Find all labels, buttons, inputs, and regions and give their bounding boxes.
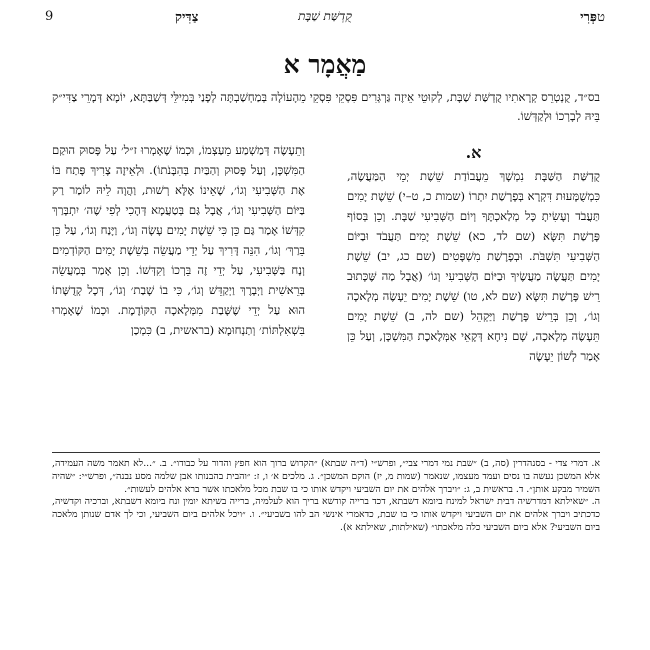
chapter-title: מַאֲמָר א	[283, 50, 367, 79]
section-heading: א.	[465, 143, 482, 162]
left-column	[52, 140, 305, 340]
footnote-divider	[52, 452, 600, 453]
running-title-right: פְּרִי	[580, 10, 597, 25]
footnote-block: א. דמרי צדי - בסנהדרין (סה, ב) ״שבת נמי דמרי צבי״, ופרש״י (ד״ה שבתא) ״הקדוש ברוך הוא חפץ והדור על כבודו״. ב. ״...לא תאמר משה העמידה, אלא המשכן נעשה בו נסים ועמד מעצמו, שנאמר (שמות מ, יז) הוקם המשכן״. ג. מלכים א׳ ו, ז: ״והבית בהבנותו אבן שלמה מסע נבנה״, ופרש״י: ״שהיה השמיר מבקע אותן״. ד. בראשית ב, ג: ״ויברך אלהים את יום השביעי ויקדש אותו כי בו שבת מכל מלאכתו אשר ברא אלהים לעשות״.	[52, 458, 600, 495]
right-column	[347, 140, 600, 366]
page-letter: ט	[597, 10, 605, 25]
footnote-block: ה. ״שאילתא דמדרשיה דבית ישראל למינח ביומא דשבתא, דכד ברייה קודשא בריך הוא לעלמיה, ברייה בשיתא יומין ונח ביומא דשבתא, וברכיה וקדשיה, כדכתיב ויברך אלהים את יום השביעי ויקדש אותו כי בו שבת, כדאמרי אינשי הב להו בשביעי״. ו. ״ויכל אלהים ביום השביעי, וכי לך אדם שנותן מלאכה ביום השביעי? אלא ביום השביעי כלה מלאכתו״ (שאילתות, שאילתא א).	[52, 496, 600, 533]
intro-paragraph: בס״ד, קֻנְטְרֵס קְרָאתִיו קֻדְשַּׁת שַׁבָּת, לְקוּטֵי אֵיזֶה גַּרְגְּרִים פִּסְקֵי פִּסְקֵי מֵהָעוֹלָה בְּמַחְשַׁבְתָּה לְפָנַי בְּמִילֵּי דְּשַׁבַּתָּא, יוֹמָא דְּמָרֵי צַדִּי״ק בֵּיהּ לְבָרְכוֹ וּלְקַדְּשׁוֹ.	[52, 90, 600, 123]
footnotes	[52, 458, 600, 535]
running-title-left: צַדִּיק	[175, 10, 199, 25]
running-title-center: קֻדְשַּׁת שַׁבָּת	[298, 9, 352, 23]
left-column-text: וְתֵעָשֶׂה דְּמַשְׁמַע מֵעַצְמוֹ, וּכְמוֹ שֶׁאָמְרוּ ז״ל׳ עַל פָּסוּק הוּקַם הַמִּשְׁכָּן, וְעַל פָּסוּק וְהַבַּיִת בְּהִבָּנֹתוֹ). וּלְאֵיזֶה צָרִיךְ פָּתַח בּוֹ אֶת הַשְּׁבִיעִי וְגוֹ׳, שֶׁאֵינוֹ אֶלָּא רְשׁוּת, וַהֲוָה לֵיהּ לוֹמַר רַק בַּיּוֹם הַשְּׁבִיעִי וְגוֹ׳, אֲבָל גַּם בְּטַעֲמָא דְּהָכִי לְפִי שֶׁה׳ יִתְבָּרַךְ קִדְּשׁוֹ אָמַר גַּם כֵּן כִּי שֵׁשֶׁת יָמִים עָשָׂה וְגוֹ׳, וַיָּנַח וְגוֹ׳, עַל כֵּן בֵּרַךְ׳ וְגוֹ׳, הִנֵּה דָּרִיךְ עַל יְדֵי מַעֲשֵׂה בְּשֵׁשֶׁת יָמִים הַקּוֹדְמִים וְנָח בַּשְּׁבִיעִי, עַל יְדֵי זֶה בֵּרְכוֹ וְקִדְּשׁוֹ. וְכֵן אָמַר בְּמַעֲשֵׂה בְּרֵאשִׁית וַיְבָרֶךְ וַיְקַדֵּשׁ וְגוֹ׳, כִּי בוֹ שָׁבַת׳ וְגוֹ׳, דְּכָל קְדֻשָּׁתוֹ הוּא עַל יְדֵי שֶׁשָּׁבַת מִמְּלָאכָה הַקּוֹדֶמֶת. וּכְמוֹ שֶׁאָמְרוּ בִּשְׁאִלְתּוֹת׳ וְתַנְחוּמָא (בראשית, ב) כִּמְכַן	[52, 143, 305, 337]
page-number: 9	[45, 9, 54, 24]
right-column-text: קֻדְשַּׁת הַשַּׁבָּת נִמְשָׁךְ מֵעֲבוֹדַת שֵׁשֶׁת יְמֵי הַמַּעֲשֶׂה, כִּמְשֻׁמָּעוּת דִּקְרָא בְּפָרָשַׁת יִתְרוֹ (שמות כ, ט–י) שֵׁשֶׁת יָמִים תַּעֲבֹד וְעָשִׂיתָ כָּל מְלַאכְתֶּךָ וְיוֹם הַשְּׁבִיעִי שַׁבָּת. וְכֵן בְּסוֹף פָּרָשַׁת תִּשָּׂא (שם לד, כא) שֵׁשֶׁת יָמִים תַּעֲבֹד וּבַיּוֹם הַשְּׁבִיעִי תִּשְׁבֹּת. וּבְפָרָשַׁת מִשְׁפָּטִים (שם כג, יב) שֵׁשֶׁת יָמִים תַּעֲשֶׂה מַעֲשֶׂיךָ וּבַיּוֹם הַשְּׁבִיעִי וְגוֹ׳ (אֲבָל מַה שֶּׁכָּתוּב רֵישׁ פָּרָשַׁת תִּשָּׂא (שם לא, טו) שֵׁשֶׁת יָמִים יֵעָשֶׂה מְלָאכָה וְגוֹ׳, וְכֵן בְּרֵישׁ פָּרָשַׁת וַיַּקְהֵל (שם לה, ב) שֵׁשֶׁת יָמִים תֵּעָשֶׂה מְלָאכָה, שָׁם נִיחָא דְּקָאֵי אַמְּלֶאכֶת הַמִּשְׁכָּן, וְעַל כֵּן אָמַר לְשׁוֹן יֵעָשֶׂה	[347, 169, 600, 363]
running-header	[45, 9, 605, 31]
